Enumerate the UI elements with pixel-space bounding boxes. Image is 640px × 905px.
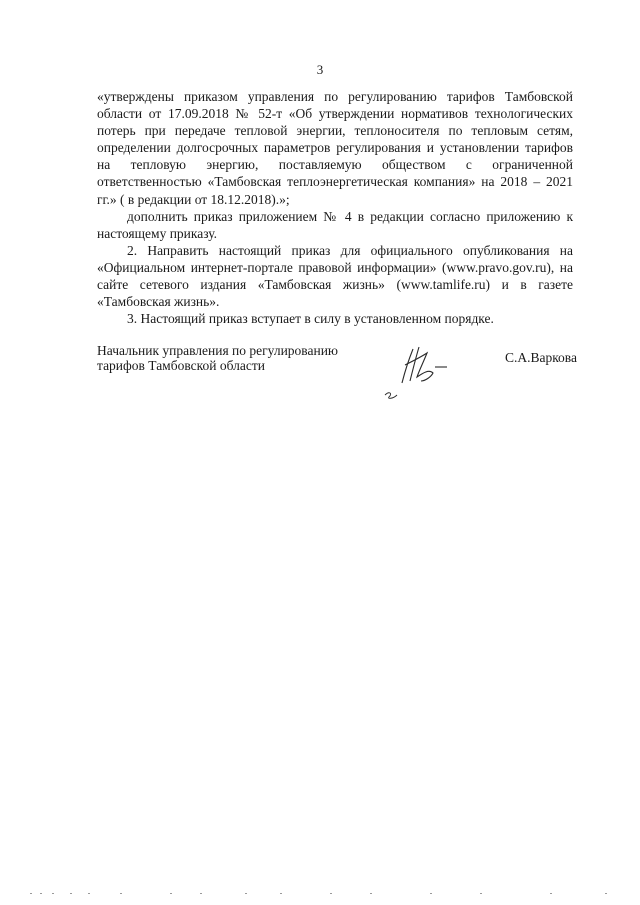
- scan-dot: [88, 893, 90, 894]
- scan-dot: [52, 893, 54, 894]
- handwritten-signature: [375, 343, 475, 403]
- scan-artifacts: [30, 893, 630, 901]
- scan-dot: [120, 893, 122, 894]
- scan-dot: [550, 893, 552, 894]
- paragraph-appendix-addition: дополнить приказ приложением № 4 в редакции согласно приложению к настоящему приказу.: [97, 208, 573, 241]
- scan-dot: [170, 893, 172, 894]
- scan-dot: [200, 893, 202, 894]
- scan-dot: [40, 893, 42, 894]
- signer-title: [97, 343, 387, 373]
- scan-dot: [430, 893, 432, 894]
- scan-dot: [245, 893, 247, 894]
- document-body: [97, 88, 573, 327]
- paragraph-effective-date: 3. Настоящий приказ вступает в силу в установленном порядке.: [127, 311, 494, 327]
- scan-dot: [480, 893, 482, 894]
- scan-dot: [370, 893, 372, 894]
- signer-title-line-1: Начальник управления по регулированию: [97, 343, 339, 358]
- paragraph-publication-order: 2. Направить настоящий приказ для официального опубликования на «Официальном интернет-портале правовой информации» (www.pravo.gov.ru), на сайте сетевого издания «Тамбовская жизнь» (www.tamlife.ru) и в газете «Тамбовская жизнь».: [97, 242, 573, 310]
- signer-name: С.А.Варкова: [504, 350, 577, 365]
- page-number: 3: [316, 62, 324, 77]
- scan-dot: [280, 893, 282, 894]
- scan-dot: [330, 893, 332, 894]
- scan-dot: [30, 893, 32, 894]
- signature-block: [97, 343, 577, 403]
- signer-title-line-2: тарифов Тамбовской области: [97, 358, 265, 373]
- paragraph-approval-reference: «утверждены приказом управления по регулированию тарифов Тамбовской области от 17.09.2018 № 52-т «Об утверждении нормативов технологических потерь при передаче тепловой энергии, теплоносителя по тепловым сетям, определении долгосрочных параметров регулирования и установлении тарифов на тепловую энергию, поставляемую обществом с ограниченной ответственностью «Тамбовская теплоэнергетическая компания» на 2018 – 2021 гг.» ( в редакции от 18.12.2018).»;: [97, 89, 573, 207]
- scan-dot: [70, 893, 72, 894]
- scan-dot: [605, 893, 607, 894]
